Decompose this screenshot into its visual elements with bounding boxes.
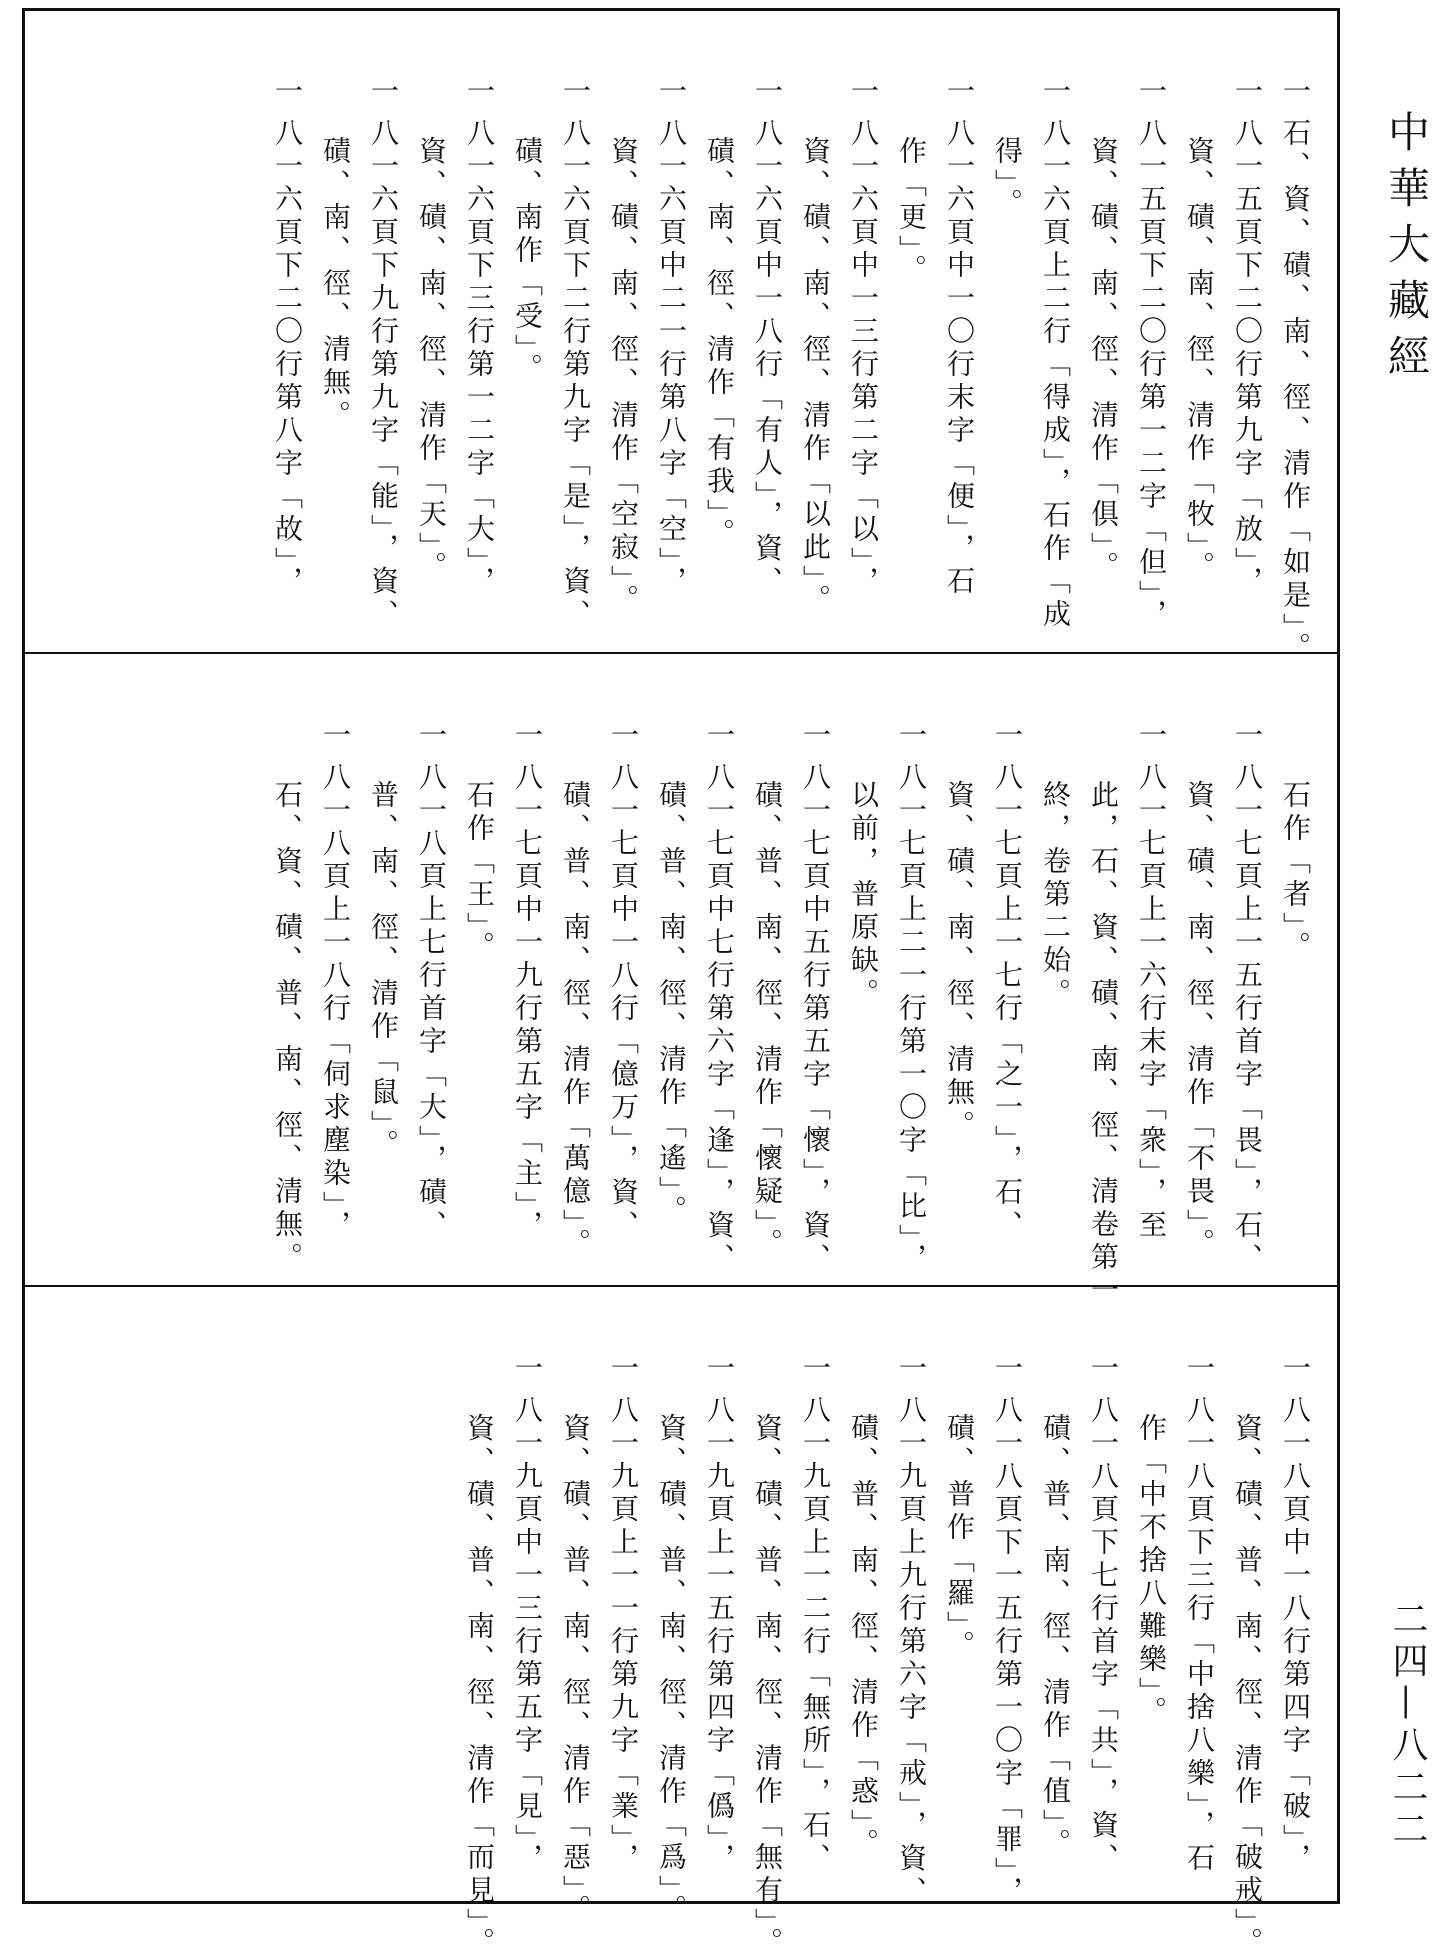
note-continuation-column (648, 720, 694, 1228)
entry-dash: 一 (511, 1353, 544, 1381)
entry-dash: 一 (751, 76, 784, 104)
note-entry-column (888, 720, 934, 1276)
book-title: 中華大藏經 (1382, 110, 1431, 390)
register-middle (22, 652, 1340, 1308)
entry-dash: 一 (799, 1353, 832, 1381)
note-entry-column (648, 76, 694, 599)
note-text: 八一六頁上二行「得成」，石作「成 (1039, 118, 1072, 632)
entry-dash: 一 (367, 76, 400, 104)
note-entry-column (936, 76, 982, 599)
entry-dash: 一 (943, 76, 976, 104)
note-continuation-column (840, 720, 886, 1011)
note-text: 八一七頁中一八行「億万」，資、 (607, 762, 640, 1243)
entry-dash: 一 (991, 1353, 1024, 1381)
note-continuation-column (840, 1353, 886, 1861)
note-text: 資、磧、普、南、徑、清作「無有」。 (751, 1413, 784, 1960)
note-text: 八一八頁下三行「中捨八樂」，石 (1183, 1395, 1216, 1876)
entry-dash: 一 (1183, 1353, 1216, 1381)
entry-dash: 一 (1279, 1353, 1312, 1381)
note-continuation-column (936, 1353, 982, 1663)
entry-dash: 一 (607, 720, 640, 748)
note-continuation-column (456, 1353, 502, 1960)
note-text: 八一六頁中一三行第二字「以」， (847, 118, 880, 599)
register-top (22, 8, 1340, 665)
note-entry-column (312, 720, 358, 1243)
entry-dash: 一 (319, 720, 352, 748)
note-continuation-column (1176, 76, 1222, 584)
note-text: 資、磧、南、徑、清作「牧」。 (1183, 136, 1216, 584)
entry-dash: 一 (895, 720, 928, 748)
note-continuation-column (1080, 720, 1126, 1308)
note-text: 資、磧、南、徑、清無。 (943, 780, 976, 1143)
note-text: 八一九頁上一五行第四字「僞」， (703, 1395, 736, 1876)
entry-dash: 一 (655, 76, 688, 104)
note-text: 磧、普、南、徑、清作「值」。 (1039, 1413, 1072, 1861)
note-continuation-column (552, 1353, 598, 1927)
note-text: 八一九頁中一三行第五字「見」， (511, 1395, 544, 1876)
note-entry-column (696, 720, 742, 1276)
note-continuation-column (696, 76, 742, 551)
note-continuation-column (1128, 1353, 1174, 1729)
note-continuation-column (1032, 1353, 1078, 1861)
note-continuation-column (1176, 720, 1222, 1261)
note-text: 八一八頁下七行首字「共」，資、 (1087, 1395, 1120, 1876)
entry-dash: 一 (607, 1353, 640, 1381)
note-text: 石作「者」。 (1279, 780, 1312, 964)
note-entry-column (1272, 76, 1318, 665)
entry-dash: 一 (463, 76, 496, 104)
note-entry-column (504, 720, 550, 1243)
note-text: 資、磧、普、南、徑、清作「爲」。 (655, 1413, 688, 1927)
entry-dash: 一 (1279, 76, 1312, 104)
note-text: 終，卷第二始。 (1039, 780, 1072, 1011)
note-entry-column (792, 720, 838, 1276)
note-continuation-column (936, 720, 982, 1143)
note-text: 資、磧、南、徑、清作「不畏」。 (1183, 780, 1216, 1261)
note-entry-column (1080, 1353, 1126, 1876)
note-entry-column (504, 1353, 550, 1876)
note-text: 八一七頁中七行第六字「逢」，資、 (703, 762, 736, 1276)
page-number: 二四—八二二 (1387, 1600, 1428, 1852)
note-text: 八一七頁中一九行第五字「主」， (511, 762, 544, 1243)
note-continuation-column (600, 76, 646, 617)
entry-dash: 一 (991, 720, 1024, 748)
note-entry-column (792, 1353, 838, 1876)
note-continuation-column (1032, 720, 1078, 1011)
entry-dash: 一 (1231, 76, 1264, 104)
note-text: 資、磧、普、南、徑、清作「破戒」。 (1231, 1413, 1264, 1960)
note-text: 八一七頁上一六行末字「衆」，至 (1135, 762, 1168, 1243)
note-entry-column (984, 1353, 1030, 1909)
entry-dash: 一 (271, 76, 304, 104)
note-text: 八一六頁下三行第一二字「大」， (463, 118, 496, 599)
note-entry-column (360, 76, 406, 632)
note-entry-column (552, 76, 598, 632)
note-text: 八一七頁上二一行第一〇字「比」， (895, 762, 928, 1276)
note-continuation-column (744, 1353, 790, 1960)
note-text: 資、磧、南、徑、清作「天」。 (415, 136, 448, 584)
entry-dash: 一 (847, 76, 880, 104)
note-continuation-column (888, 76, 934, 287)
note-text: 八一七頁上一七行「之一」，石、 (991, 762, 1024, 1243)
note-continuation-column (1272, 720, 1318, 964)
note-text: 資、磧、普、南、徑、清作「而見」。 (463, 1413, 496, 1960)
note-entry-column (840, 76, 886, 599)
note-entry-column (1272, 1353, 1318, 1876)
note-text: 資、磧、南、徑、清作「空寂」。 (607, 136, 640, 617)
note-text: 磧、普、南、徑、清作「萬億」。 (559, 780, 592, 1261)
note-text: 磧、南、徑、清作「有我」。 (703, 136, 736, 551)
note-text: 八一六頁中一〇行末字「便」，石 (943, 118, 976, 599)
note-entry-column (984, 720, 1030, 1243)
note-text: 八一七頁上一五行首字「畏」，石、 (1231, 762, 1264, 1276)
note-text: 普、南、徑、清作「鼠」。 (367, 780, 400, 1162)
note-text: 八一九頁上一二行「無所」，石、 (799, 1395, 832, 1876)
note-continuation-column (360, 720, 406, 1162)
note-text: 八一五頁下二〇行第九字「放」， (1231, 118, 1264, 599)
note-continuation-column (312, 76, 358, 433)
entry-dash: 一 (511, 720, 544, 748)
entry-dash: 一 (1135, 720, 1168, 748)
note-entry-column (1128, 76, 1174, 632)
note-text: 八一六頁下二行第九字「是」，資、 (559, 118, 592, 632)
note-text: 磧、普、南、徑、清作「懷疑」。 (751, 780, 784, 1261)
note-text: 八一六頁中一八行「有人」，資、 (751, 118, 784, 599)
note-entry-column (1176, 1353, 1222, 1876)
note-continuation-column (408, 76, 454, 584)
note-continuation-column (1080, 76, 1126, 584)
note-continuation-column (456, 720, 502, 964)
note-entry-column (1224, 720, 1270, 1276)
note-continuation-column (552, 720, 598, 1261)
note-entry-column (1032, 76, 1078, 632)
note-text: 八一九頁上九行第六字「戒」，資、 (895, 1395, 928, 1909)
note-entry-column (888, 1353, 934, 1909)
note-continuation-column (264, 720, 310, 1275)
note-text: 此，石、資、磧、南、徑、清卷第一 (1087, 780, 1120, 1308)
note-text: 資、磧、南、徑、清作「以此」。 (799, 136, 832, 617)
note-text: 資、磧、普、南、徑、清作「惡」。 (559, 1413, 592, 1927)
entry-dash: 一 (799, 720, 832, 748)
note-text: 八一八頁中一八行第四字「破」， (1279, 1395, 1312, 1876)
note-text: 石、資、磧、普、南、徑、清無。 (271, 780, 304, 1275)
note-text: 磧、普、南、徑、清作「惑」。 (847, 1413, 880, 1861)
note-text: 得」。 (991, 136, 1024, 221)
note-continuation-column (1224, 1353, 1270, 1960)
note-text: 八一九頁上一一行第九字「業」， (607, 1395, 640, 1876)
note-text: 磧、普作「羅」。 (943, 1413, 976, 1663)
entry-dash: 一 (1135, 76, 1168, 104)
entry-dash: 一 (415, 720, 448, 748)
note-entry-column (600, 720, 646, 1243)
note-continuation-column (504, 76, 550, 386)
note-text: 磧、普、南、徑、清作「遙」。 (655, 780, 688, 1228)
note-continuation-column (648, 1353, 694, 1927)
note-entry-column (600, 1353, 646, 1876)
note-text: 八一六頁下九行第九字「能」，資、 (367, 118, 400, 632)
note-text: 八一七頁中五行第五字「懷」，資、 (799, 762, 832, 1276)
note-text: 八一五頁下二〇行第一二字「但」， (1135, 118, 1168, 632)
note-text: 石作「王」。 (463, 780, 496, 964)
entry-dash: 一 (895, 1353, 928, 1381)
note-text: 以前，普原缺。 (847, 780, 880, 1011)
note-text: 磧、南、徑、清無。 (319, 136, 352, 433)
entry-dash: 一 (703, 720, 736, 748)
note-text: 八一八頁上一八行「伺求塵染」， (319, 762, 352, 1243)
note-text: 磧、南作「受」。 (511, 136, 544, 386)
entry-dash: 一 (703, 1353, 736, 1381)
entry-dash: 一 (1039, 76, 1072, 104)
note-entry-column (1224, 76, 1270, 599)
note-text: 八一八頁下一五行第一〇字「罪」， (991, 1395, 1024, 1909)
note-entry-column (456, 76, 502, 599)
note-text: 石、資、磧、南、徑、清作「如是」。 (1279, 118, 1312, 665)
note-text: 作「更」。 (895, 136, 928, 287)
note-continuation-column (984, 76, 1030, 221)
entry-dash: 一 (1231, 720, 1264, 748)
note-entry-column (408, 720, 454, 1243)
note-entry-column (264, 76, 310, 599)
note-text: 資、磧、南、徑、清作「俱」。 (1087, 136, 1120, 584)
entry-dash: 一 (1087, 1353, 1120, 1381)
note-entry-column (696, 1353, 742, 1876)
entry-dash: 一 (559, 76, 592, 104)
register-bottom (22, 1285, 1340, 1960)
note-text: 八一六頁中二一行第八字「空」， (655, 118, 688, 599)
note-continuation-column (792, 76, 838, 617)
note-entry-column (1128, 720, 1174, 1243)
note-text: 作「中不捨八難樂」。 (1135, 1413, 1168, 1729)
note-continuation-column (744, 720, 790, 1261)
note-text: 八一八頁上七行首字「大」，磧、 (415, 762, 448, 1243)
note-text: 八一六頁下二〇行第八字「故」， (271, 118, 304, 599)
note-entry-column (744, 76, 790, 599)
